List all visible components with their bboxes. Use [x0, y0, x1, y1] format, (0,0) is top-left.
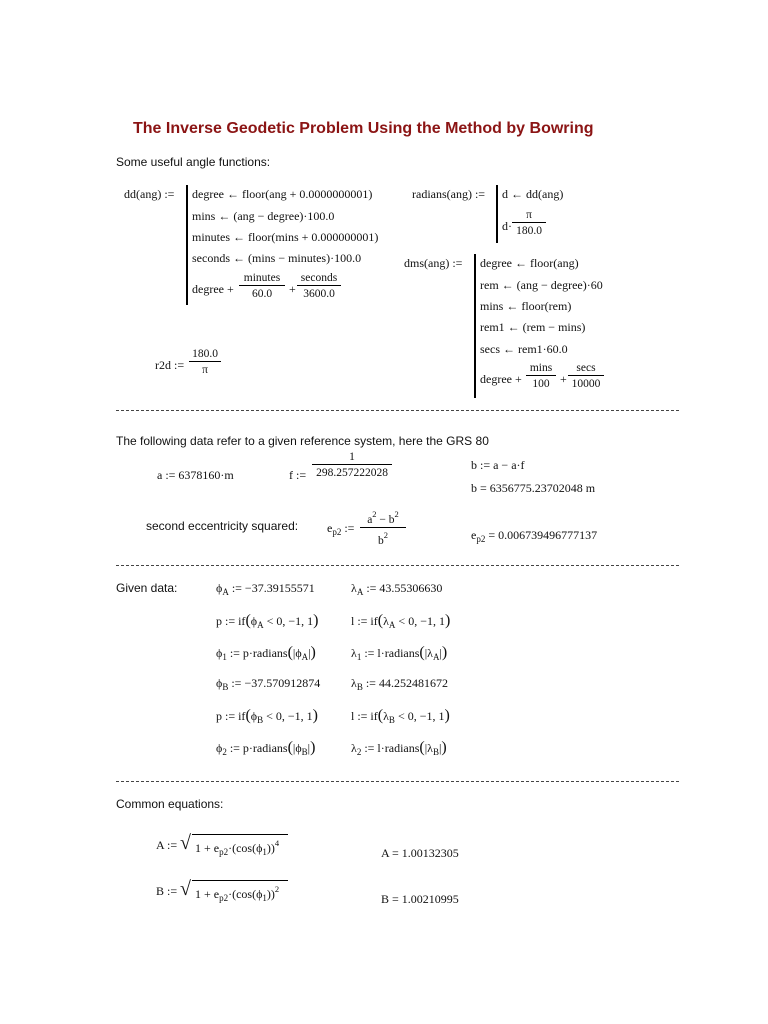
radians-line-1: d ← dd(ang)	[502, 187, 564, 201]
common-equations-label: Common equations:	[116, 797, 224, 811]
b-coef-radicand: $1 + e_{p2}\cdot(\cos(\phi_1))^2$	[195, 884, 280, 903]
section-divider	[116, 781, 679, 782]
dms-line-2: rem ← (ang − degree)·60	[480, 278, 603, 292]
page-title: The Inverse Geodetic Problem Using the Method by Bowring	[133, 120, 594, 137]
dd-fraction-minutes: minutes 60.0	[239, 272, 285, 300]
lambda-1-radians: $\lambda_1$ := $l\cdot radians(|\lambda_A|)$	[351, 644, 448, 662]
dd-line-4: seconds ← (mins − minutes)·100.0	[192, 251, 362, 265]
dms-line-6-prefix: degree +	[480, 372, 522, 386]
flattening-definition: f :=	[289, 468, 307, 482]
dd-line-3: minutes ← floor(mins + 0.000000001)	[192, 230, 379, 244]
given-data-label: Given data:	[116, 581, 178, 595]
radians-program-bar	[496, 185, 498, 243]
dms-line-1: degree ← floor(ang)	[480, 256, 579, 270]
phi-b-value: $\phi_B$ := −37.570912874	[216, 676, 321, 692]
a-coef-definition: A :=	[156, 838, 178, 852]
second-eccentricity-label: second eccentricity squared:	[146, 519, 299, 533]
lambda-2-radians: $\lambda_2$ := $l\cdot radians(|\lambda_B|)$	[351, 739, 447, 757]
dms-program-bar	[474, 254, 476, 398]
r2d-definition: r2d :=	[155, 358, 185, 372]
dms-plus: +	[560, 372, 567, 386]
dd-line-2: mins ← (ang − degree)·100.0	[192, 209, 335, 223]
section-intro-reference-system: The following data refer to a given reference system, here the GRS 80	[116, 434, 489, 448]
section-divider	[116, 565, 679, 566]
phi-1-radians: $\phi_1$ := $p\cdot radians(|\phi_A|)$	[216, 644, 316, 662]
dms-fraction-mins: mins 100	[526, 362, 556, 390]
sqrt-bar-a	[192, 834, 288, 835]
dms-line-5: secs ← rem1·60.0	[480, 342, 568, 356]
p-sign-b: p := $if(\phi_B < 0$, −1, 1)	[216, 707, 318, 725]
phi-2-radians: $\phi_2$ := $p\cdot radians(|\phi_B|)$	[216, 739, 316, 757]
ep2-result: $e_{p2} = 0.006739496777137$	[471, 528, 598, 544]
semi-minor-axis-result: b = 6356775.23702048 m	[471, 481, 596, 495]
ep2-definition: $e_{p2}$ :=	[327, 521, 355, 537]
b-coef-definition: B :=	[156, 884, 178, 898]
a-coef-radicand: $1 + e_{p2}\cdot(\cos(\phi_1))^4$	[195, 838, 280, 857]
dd-line-1: degree ← floor(ang + 0.0000000001)	[192, 187, 373, 201]
l-sign-a: l := $if(\lambda_A < 0$, −1, 1)	[351, 612, 451, 630]
p-sign-a: p := $if(\phi_A < 0$, −1, 1)	[216, 612, 319, 630]
radians-line-2-prefix: d·	[502, 219, 512, 233]
radians-definition: radians(ang) :=	[412, 187, 486, 201]
l-sign-b: l := $if(\lambda_B < 0$, −1, 1)	[351, 707, 450, 725]
ep2-fraction: $\frac{a^2 - b^2}{b^2}$	[360, 509, 406, 547]
sqrt-sign-b: √	[180, 878, 191, 900]
b-coef-result: B = 1.00210995	[381, 892, 459, 906]
semi-minor-axis-definition: b := a − a·f	[471, 458, 525, 472]
flattening-fraction: $\frac{1}{298.257222028}$	[312, 451, 392, 479]
dd-plus: +	[289, 282, 296, 296]
dd-definition: dd(ang) :=	[124, 187, 175, 201]
dms-fraction-secs: secs 10000	[568, 362, 604, 390]
dd-line-5-prefix: degree +	[192, 282, 234, 296]
r2d-fraction: $\frac{180.0}{\pi}$	[189, 348, 221, 376]
dd-program-bar	[186, 185, 188, 305]
dms-line-4: rem1 ← (rem − mins)	[480, 320, 586, 334]
a-coef-result: A = 1.00132305	[381, 846, 459, 860]
section-divider	[116, 410, 679, 411]
sqrt-bar-b	[192, 880, 288, 881]
section-intro-angle-functions: Some useful angle functions:	[116, 155, 271, 169]
dd-fraction-seconds: seconds 3600.0	[297, 272, 341, 300]
lambda-a-value: $\lambda_A$ := 43.55306630	[351, 581, 443, 597]
lambda-b-value: $\lambda_B$ := 44.252481672	[351, 676, 448, 692]
dms-definition: dms(ang) :=	[404, 256, 463, 270]
sqrt-sign-a: √	[180, 832, 191, 854]
radians-fraction: $\frac{\pi}{180.0}$	[512, 209, 546, 237]
dms-line-3: mins ← floor(rem)	[480, 299, 572, 313]
semi-major-axis: a := 6378160·m	[157, 468, 234, 482]
phi-a-value: $\phi_A$ := −37.39155571	[216, 581, 315, 597]
